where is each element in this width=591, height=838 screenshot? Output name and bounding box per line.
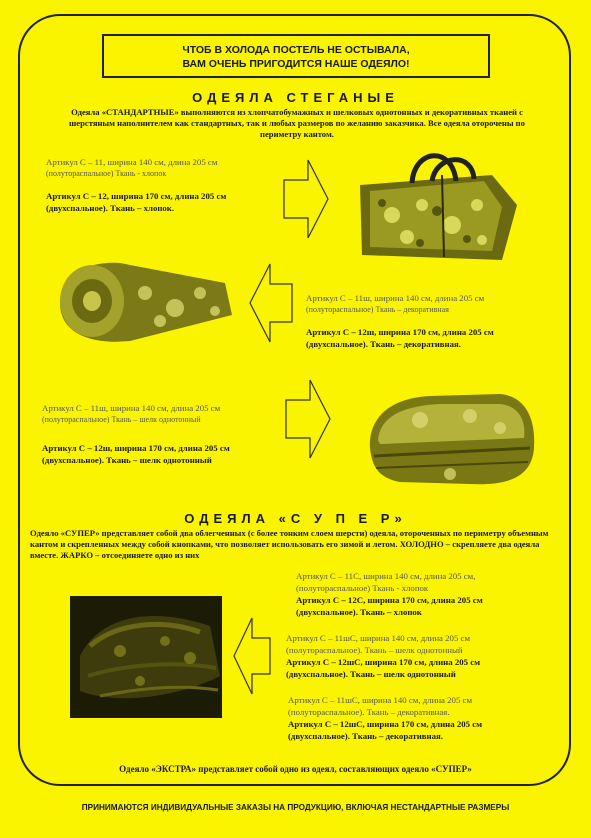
article-line: Артикул С – 11ш, ширина 140 см, длина 205 см — [306, 293, 485, 303]
article-line: Артикул С – 11С, ширина 140 см, длина 205 см, — [296, 571, 476, 581]
arrow-left-icon — [248, 262, 294, 344]
banner-line-1: ЧТОБ В ХОЛОДА ПОСТЕЛЬ НЕ ОСТЫВАЛА, — [182, 44, 410, 56]
section-title-stitched: ОДЕЯЛА СТЕГАНЫЕ — [192, 90, 399, 105]
article-line: Артикул С – 11шС, ширина 140 см, длина 205 см — [288, 695, 473, 705]
article-line: (полутораспальное). Ткань – декоративная. — [288, 707, 450, 717]
stitched-description — [58, 107, 536, 140]
article-line: Артикул С – 12, ширина 170 см, длина 205 см — [46, 191, 227, 201]
article-group — [288, 694, 568, 742]
article-line: (двухспальное). Ткань – шелк однотонный — [42, 455, 212, 465]
super-blanket-photo — [70, 596, 222, 718]
article-line: (двухспальное). Ткань – декоративная. — [288, 731, 443, 741]
arrow-left-icon — [232, 616, 272, 696]
article-line: (двухспальное). Ткань – хлопок. — [46, 203, 175, 213]
article-group — [306, 292, 571, 350]
stitched-description-text: Одеяла «СТАНДАРТНЫЕ» выполняются из хлопчатобумажных и шелковых однотонных и декоративных тканей с шерстяным наполнителем как стандартных, так и любых размеров по желанию заказчика. — [69, 107, 523, 128]
article-line: (двухспальное). Ткань – шелк однотонный — [286, 669, 456, 679]
article-group — [46, 156, 306, 214]
article-line: Артикул С – 12ш, ширина 170 см, длина 205 см — [42, 443, 230, 453]
extra-note: Одеяло «ЭКСТРА» представляет собой одно из одеял, составляющих одеяло «СУПЕР» — [119, 764, 472, 774]
article-line: Артикул С – 12шС, ширина 170 см, длина 205 см — [288, 719, 483, 729]
article-line: (полутораспальное) Ткань - хлопок — [296, 583, 429, 593]
article-line: (полутораспальное) Ткань – декоративная — [306, 305, 449, 314]
article-line: (двухспальное). Ткань – декоративная. — [306, 339, 461, 349]
folded-blanket-photo — [360, 378, 540, 490]
article-line: (полутораспальное). Ткань – шелк однотонный — [286, 645, 463, 655]
footer-note: ПРИНИМАЮТСЯ ИНДИВИДУАЛЬНЫЕ ЗАКАЗЫ НА ПРОДУКЦИЮ, ВКЛЮЧАЯ НЕСТАНДАРТНЫЕ РАЗМЕРЫ — [81, 803, 510, 812]
arrow-right-icon — [282, 158, 330, 240]
blanket-bag-photo — [352, 145, 522, 263]
article-line: Артикул С – 12С, ширина 170 см, длина 205 см — [296, 595, 483, 605]
article-line: (двухспальное). Ткань – хлопок — [296, 607, 422, 617]
article-line: Артикул С – 12ш, ширина 170 см, длина 205 см — [306, 327, 494, 337]
article-group — [296, 570, 566, 618]
super-description: Одеяло «СУПЕР» представляет собой два облегченных (с более тонким слоем шерсти) одеяла, отороченных по периметру объемным кантом и скрепленных между собой кнопками, что позволяет использовать его зимой и летом. ХОЛОДНО – скрепляете два одеяла вместе. ЖАРКО – отсоединяете одно из них — [30, 528, 549, 560]
section-title-super: ОДЕЯЛА «С У П Е Р» — [184, 511, 407, 526]
article-line: Артикул С – 11, ширина 140 см, длина 205 см — [46, 157, 218, 167]
rolled-blanket-photo — [50, 253, 240, 345]
banner-line-2: ВАМ ОЧЕНЬ ПРИГОДИТСЯ НАШЕ ОДЕЯЛО! — [182, 58, 410, 70]
stitched-note: Все одеяла оторочены по периметру кантом. — [260, 118, 525, 139]
headline-banner — [102, 34, 490, 78]
article-line: Артикул С – 12шС, ширина 170 см, длина 205 см — [286, 657, 481, 667]
article-line: Артикул С – 11ш, ширина 140 см, длина 205 см — [42, 403, 221, 413]
article-line: (полутораспальное) Ткань - хлопок — [46, 169, 167, 178]
article-line: (полутораспальное) Ткань – шелк однотонный — [42, 415, 201, 424]
article-group — [42, 402, 312, 466]
article-line: Артикул С – 11шС, ширина 140 см, длина 205 см — [286, 633, 471, 643]
article-group — [286, 632, 566, 680]
arrow-right-icon — [284, 378, 332, 460]
